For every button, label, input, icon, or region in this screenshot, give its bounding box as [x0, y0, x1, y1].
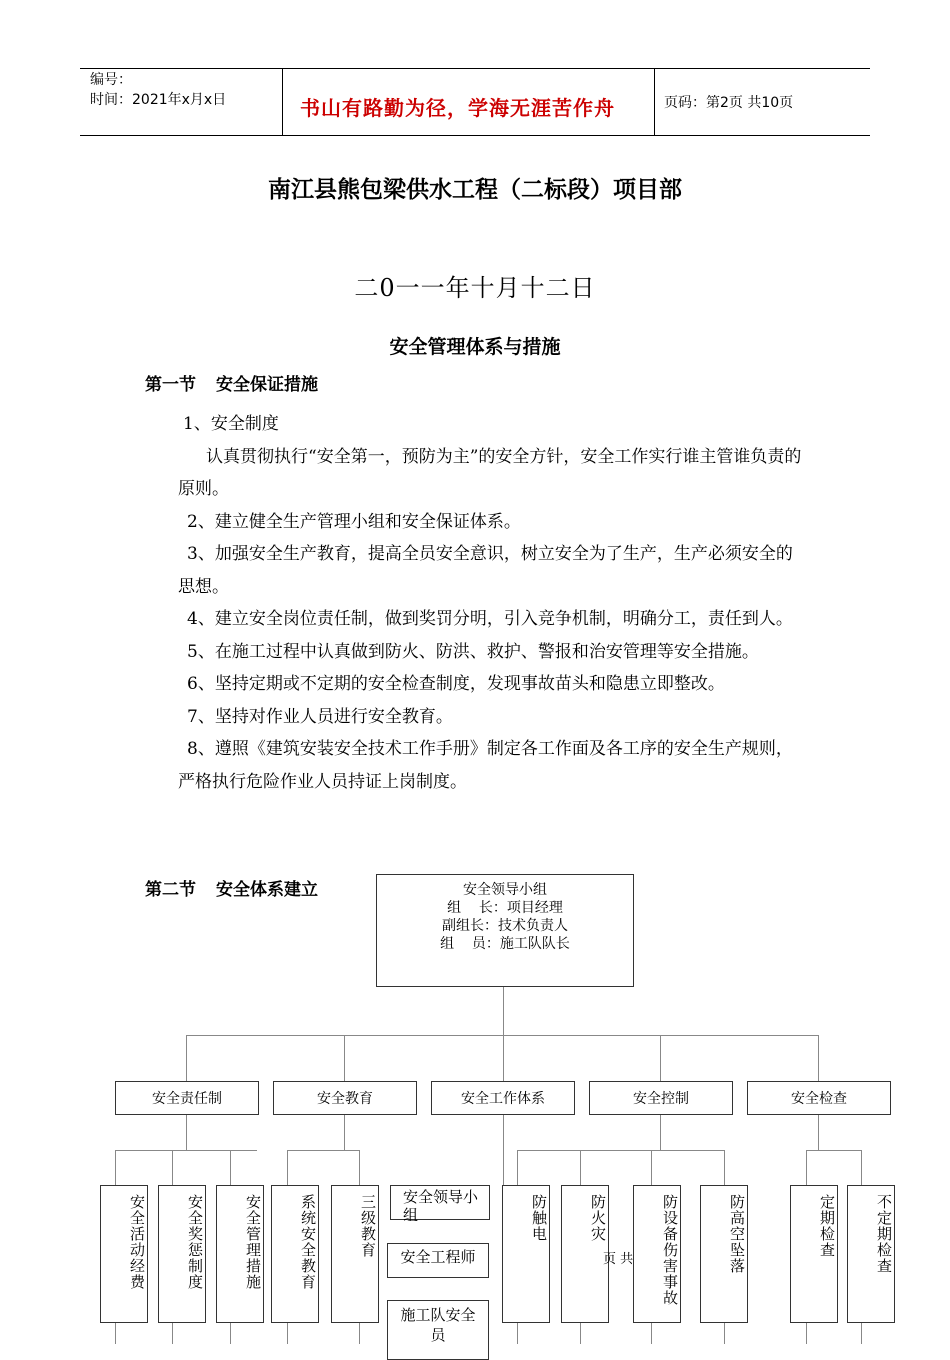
system-education-box: 系统安全教育	[271, 1185, 319, 1323]
header-divider-left	[282, 68, 283, 135]
connector-line	[818, 1115, 819, 1151]
paragraph: 5、在施工过程中认真做到防火、防洪、救护、警报和治安管理等安全措施。	[187, 641, 759, 662]
connector-line	[660, 1035, 661, 1081]
section-1-body	[178, 408, 808, 798]
org-title: 南江县熊包梁供水工程（二标段）项目部	[268, 177, 682, 203]
management-measures-box: 安全管理措施	[216, 1185, 264, 1323]
connector-line	[724, 1150, 725, 1186]
section-1-heading	[145, 370, 318, 395]
connector-line	[651, 1322, 652, 1344]
paragraph: 6、坚持定期或不定期的安全检查制度，发现事故苗头和隐患立即整改。	[187, 674, 725, 694]
connector-line	[517, 1150, 725, 1151]
connector-line	[287, 1150, 288, 1186]
connector-line	[503, 1115, 504, 1185]
reward-punishment-box: 安全奖惩制度	[158, 1185, 206, 1323]
deputy-leader-line: 副组长：技术负责人	[442, 918, 568, 934]
header-divider-right	[654, 68, 655, 135]
document-subtitle: 安全管理体系与措施	[389, 336, 561, 358]
paragraph: 1、安全制度	[183, 414, 279, 434]
connector-line	[359, 1150, 360, 1186]
connector-line	[115, 1150, 116, 1186]
connector-line	[806, 1322, 807, 1344]
header-motto: 书山有路勤为径，学海无涯苦作舟	[300, 96, 615, 120]
section-2-number: 第二节	[145, 880, 196, 900]
connector-line	[861, 1150, 862, 1186]
paragraph: 4、建立安全岗位责任制，做到奖罚分明，引入竞争机制，明确分工，责任到人。	[187, 609, 793, 629]
fall-prevention-box: 防高空坠落	[700, 1185, 748, 1323]
section-2-title: 安全体系建立	[216, 880, 318, 900]
safety-education-box: 安全教育	[273, 1081, 417, 1115]
safety-engineer-box: 安全工程师	[387, 1243, 489, 1278]
connector-line	[287, 1322, 288, 1344]
overlap-text: 页 共	[603, 1252, 634, 1267]
regular-inspection-box: 定期检查	[790, 1185, 838, 1323]
leadership-group-title: 安全领导小组	[463, 882, 547, 898]
header-time: 时间：2021年x月x日	[90, 92, 227, 108]
header-page-number: 页码：第2页 共10页	[664, 95, 794, 111]
connector-line	[344, 1035, 345, 1081]
connector-line	[517, 1322, 518, 1344]
fire-prevention-box: 防火灾	[561, 1185, 609, 1323]
safety-responsibility-box: 安全责任制	[115, 1081, 259, 1115]
paragraph: 2、建立健全生产管理小组和安全保证体系。	[187, 511, 521, 532]
paragraph: 8、遵照《建筑安装安全技术工作手册》制定各工作面及各工序的安全生产规则，严格执行危险作业人员持证上岗制度。	[178, 739, 793, 792]
connector-line	[172, 1150, 173, 1186]
connector-line	[359, 1322, 360, 1344]
activity-funds-box: 安全活动经费	[100, 1185, 148, 1323]
header-top-rule	[80, 68, 870, 69]
connector-line	[172, 1322, 173, 1344]
connector-line	[186, 1115, 187, 1151]
paragraph: 7、坚持对作业人员进行安全教育。	[187, 706, 453, 727]
header-bottom-rule	[80, 135, 870, 136]
connector-line	[806, 1150, 807, 1186]
connector-line	[651, 1150, 652, 1186]
member-line: 组 员：施工队队长	[440, 936, 570, 952]
connector-line	[580, 1322, 581, 1344]
team-safety-officer-box: 施工队安全员	[387, 1300, 489, 1360]
leadership-group-subbox: 安全领导小组	[390, 1185, 490, 1220]
three-level-education-box: 三级教育	[331, 1185, 379, 1323]
connector-line	[186, 1035, 187, 1081]
electric-shock-prevention-box: 防触电	[502, 1185, 550, 1323]
connector-line	[517, 1150, 518, 1186]
section-1-number: 第一节	[145, 375, 196, 395]
connector-line	[230, 1150, 231, 1186]
connector-line	[818, 1035, 819, 1081]
connector-line	[660, 1115, 661, 1151]
connector-line	[580, 1150, 581, 1186]
connector-line	[503, 1035, 504, 1081]
safety-inspection-box: 安全检查	[747, 1081, 891, 1115]
connector-line	[287, 1150, 360, 1151]
connector-line	[861, 1322, 862, 1344]
safety-control-box: 安全控制	[589, 1081, 733, 1115]
section-1-title: 安全保证措施	[216, 375, 318, 395]
connector-line	[503, 986, 504, 1036]
irregular-inspection-box: 不定期检查	[847, 1185, 895, 1323]
leadership-group-box	[376, 874, 634, 987]
connector-line	[115, 1150, 257, 1151]
connector-line	[230, 1322, 231, 1344]
connector-line	[724, 1322, 725, 1344]
paragraph: 认真贯彻执行“安全第一，预防为主”的安全方针，安全工作实行谁主管谁负责的原则。	[178, 446, 802, 499]
connector-line	[115, 1322, 116, 1344]
header-number: 编号：	[90, 72, 132, 88]
equipment-injury-prevention-box: 防设备伤害事故	[633, 1185, 681, 1323]
paragraph: 3、加强安全生产教育，提高全员安全意识，树立安全为了生产，生产必须安全的思想。	[178, 544, 793, 597]
section-2-heading	[145, 875, 318, 900]
document-date: 二0一一年十月十二日	[354, 274, 596, 302]
connector-line	[806, 1150, 862, 1151]
safety-work-system-box: 安全工作体系	[431, 1081, 575, 1115]
connector-line	[344, 1115, 345, 1151]
leader-line: 组 长：项目经理	[447, 900, 563, 916]
